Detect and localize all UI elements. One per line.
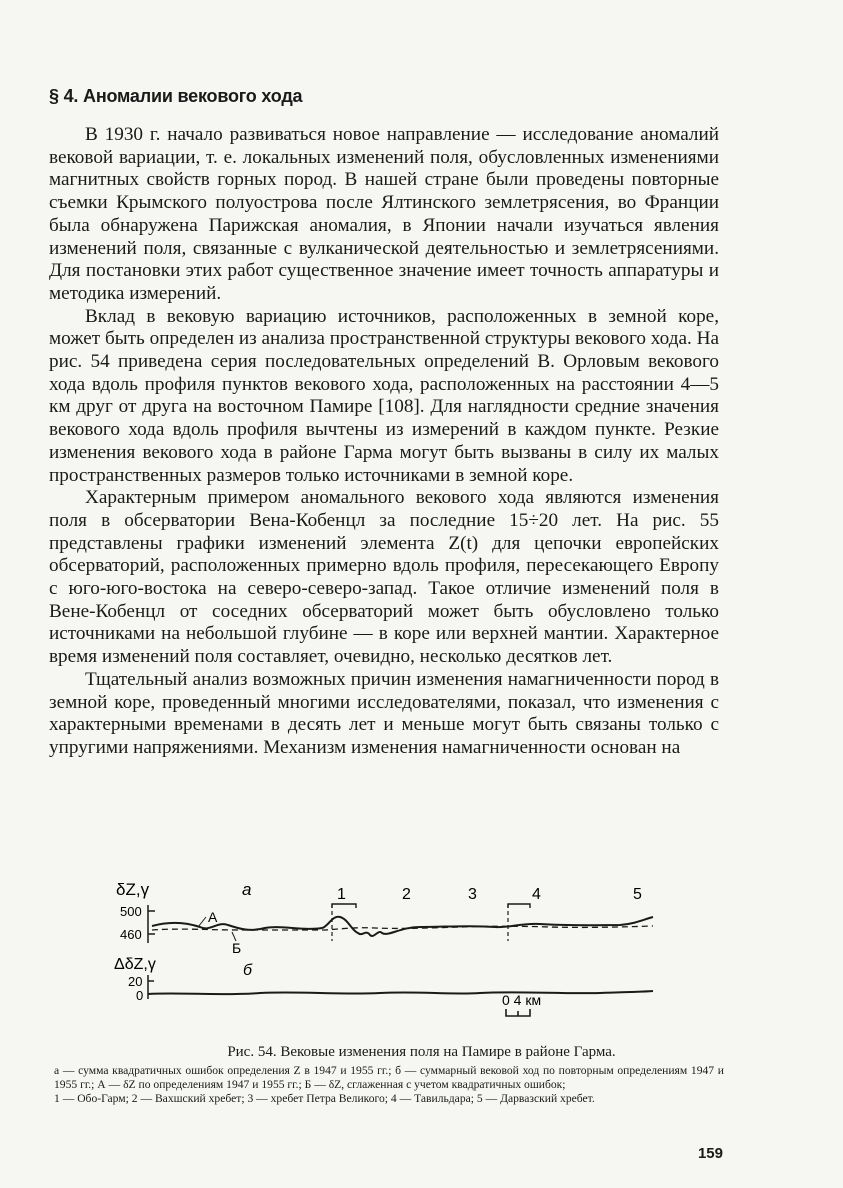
panel-b-label: б (243, 962, 252, 979)
station-label-2: 2 (402, 886, 411, 903)
paragraph: В 1930 г. начало развиваться новое направление — исследование аномалий вековой вариации, т. е. локальных изменений поля, обусловленных изменениями магнитных свойств горных пород. В нашей стране были проведены повторные съемки Крымского полуострова после Ялтинского землетрясения, во Франции была обнаружена Парижская аномалия, в Японии начали изучаться явления изменений поля, связанные с вулканической деятельностью и землетрясениями. Для постановки этих работ существенное значение имеет точность аппаратуры и методика измерений. (49, 124, 719, 304)
curve-label-b: Б (232, 940, 242, 956)
station-label-3: 3 (468, 886, 477, 903)
curve-summary (148, 991, 653, 994)
tick-0: 0 (136, 988, 144, 1003)
section-heading: § 4. Аномалии векового хода (49, 86, 303, 106)
page-number: 159 (697, 1145, 723, 1162)
body-text (49, 124, 719, 760)
station-label-4: 4 (532, 886, 541, 903)
legend-line: 1 — Обо-Гарм; 2 — Вахшский хребет; 3 — хребет Петра Великого; 4 — Тавильдара; 5 — Дарвазский хребет. (54, 1092, 595, 1105)
station-marker-4 (508, 904, 530, 908)
scale-bar (506, 1009, 530, 1016)
paragraph: Вклад в вековую вариацию источников, расположенных в земной коре, может быть определен из анализа пространственной структуры векового хода. На рис. 54 приведена серия последовательных определений В. Орловым векового хода вдоль профиля пунктов векового хода, расположенных на расстоянии 4—5 км друг от друга на восточном Памире [108]. Для наглядности средние значения векового хода вдоль профиля вычтены из измерений в каждом пункте. Резкие изменения векового хода в районе Гарма могут быть вызваны в силу их малых пространственных размеров только источниками в земной коре. (49, 305, 719, 486)
scale-bar-label: 0 4 км (502, 992, 542, 1008)
figure-legend (54, 1064, 724, 1106)
curve-a (152, 917, 653, 936)
figure-54-plot (100, 875, 680, 1025)
curve-label-a-leader (198, 917, 206, 927)
station-label-1: 1 (337, 886, 346, 903)
y-label-bottom: ΔδZ,γ (114, 956, 156, 973)
tick-20: 20 (128, 974, 143, 989)
legend-line: а — сумма квадратичных ошибок определения Z в 1947 и 1955 гг.; б — суммарный вековой ход по повторным определениям 1947 и 1955 гг.; А — δZ по определениям 1947 и 1955 гг.; Б — δZ, сглаженная с учетом квадратичных ошибок; (54, 1064, 724, 1091)
figure-54 (100, 875, 680, 1025)
station-label-5: 5 (633, 886, 642, 903)
tick-500: 500 (120, 904, 142, 919)
curve-label-a: А (208, 909, 218, 925)
paragraph: Тщательный анализ возможных причин изменения намагниченности пород в земной коре, проведенный многими исследователями, показал, что изменения с характерными временами в десять лет и меньше могут быть связаны только с упругими напряжениями. Механизм изменения намагниченности основан на (49, 668, 719, 758)
panel-a-label: а (242, 880, 252, 899)
station-marker-1 (332, 904, 356, 908)
tick-460: 460 (120, 927, 142, 942)
paragraph: Характерным примером аномального векового хода являются изменения поля в обсерватории Вена-Кобенцл за последние 15÷20 лет. На рис. 55 представлены графики изменений элемента Z(t) для цепочки европейских обсерваторий, расположенных примерно вдоль профиля, пересекающего Европу с юго-юго-востока на северо-северо-запад. Такое отличие изменений поля в Вене-Кобенцл от соседних обсерваторий может быть обусловлено только источниками на небольшой глубине — в коре или верхней мантии. Характерное время изменений поля составляет, очевидно, несколько десятков лет. (49, 487, 719, 668)
figure-caption: Рис. 54. Вековые изменения поля на Памире в районе Гарма. (227, 1044, 616, 1060)
y-label-top: δZ,γ (116, 880, 150, 899)
